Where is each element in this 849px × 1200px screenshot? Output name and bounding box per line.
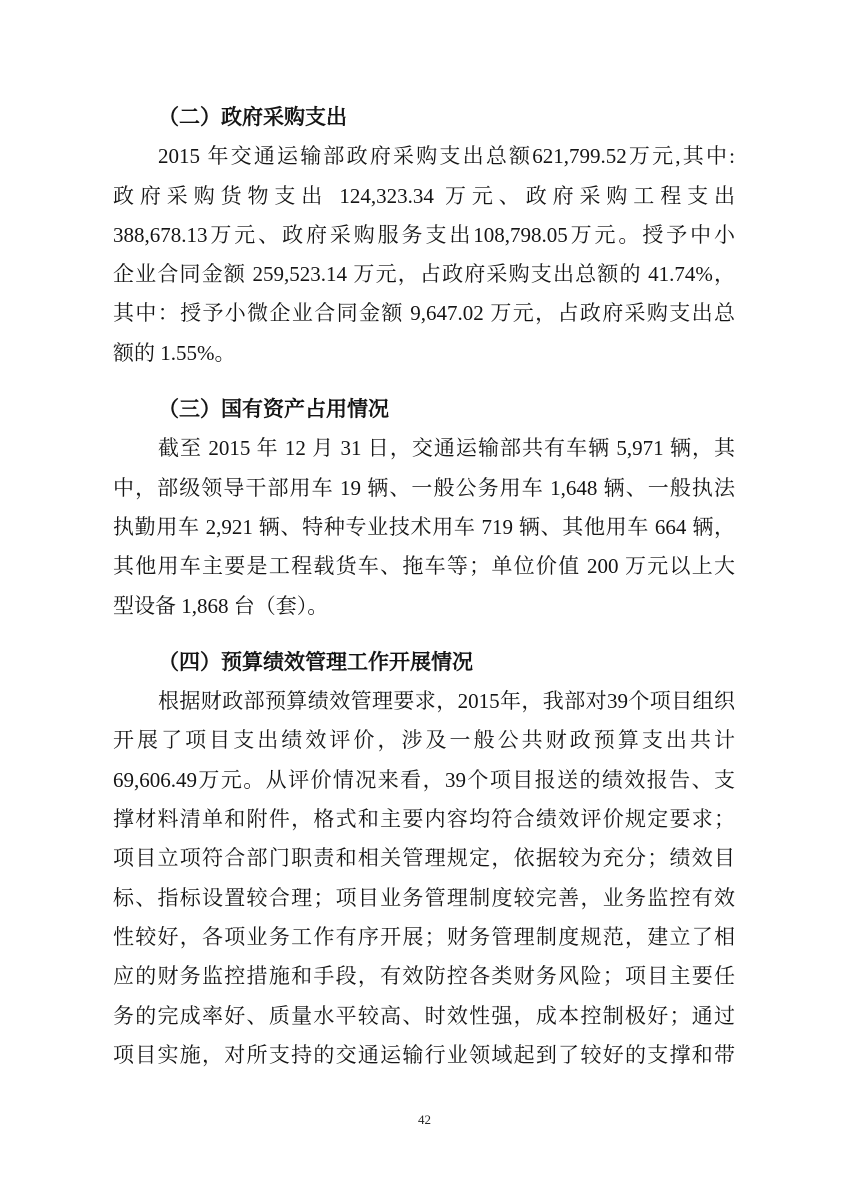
paragraph-line: 执勤用车 2,921 辆、特种专业技术用车 719 辆、其他用车 664 辆， <box>113 514 735 539</box>
paragraph-line: 项目立项符合部门职责和相关管理规定，依据较为充分；绩效目 <box>113 846 735 871</box>
page-number: 42 <box>418 1112 431 1127</box>
section-performance-management <box>113 643 735 1075</box>
paragraph-line: 政府采购货物支出 124,323.34 万元、政府采购工程支出 <box>113 183 735 208</box>
paragraph-line: 务的完成率好、质量水平较高、时效性强，成本控制极好；通过 <box>113 1003 735 1028</box>
paragraph-line: 企业合同金额 259,523.14 万元，占政府采购支出总额的 41.74%， <box>113 262 735 287</box>
paragraph-line: 2015 年交通运输部政府采购支出总额621,799.52万元,其中: <box>158 144 735 169</box>
paragraph-line: 开展了项目支出绩效评价，涉及一般公共财政预算支出共计 <box>113 728 735 753</box>
paragraph-line: 69,606.49万元。从评价情况来看，39个项目报送的绩效报告、支 <box>113 767 735 792</box>
paragraph-line: 应的财务监控措施和手段，有效防控各类财务风险；项目主要任 <box>113 964 735 989</box>
section-heading: （二）政府采购支出 <box>158 105 347 129</box>
paragraph-line: 性较好，各项业务工作有序开展；财务管理制度规范，建立了相 <box>113 924 735 949</box>
paragraph-line: 标、指标设置较合理；项目业务管理制度较完善，业务监控有效 <box>113 885 735 910</box>
section-government-procurement <box>113 98 735 373</box>
paragraph-line: 根据财政部预算绩效管理要求，2015年，我部对39个项目组织 <box>158 689 735 714</box>
document-body <box>113 98 735 1075</box>
paragraph-line: 型设备 1,868 台（套）。 <box>113 593 329 618</box>
paragraph-line: 其中：授予小微企业合同金额 9,647.02 万元，占政府采购支出总 <box>113 301 735 326</box>
section-state-assets <box>113 390 735 626</box>
paragraph-line: 额的 1.55%。 <box>113 340 236 365</box>
paragraph-line: 截至 2015 年 12 月 31 日，交通运输部共有车辆 5,971 辆，其 <box>158 436 735 461</box>
paragraph-line: 项目实施，对所支持的交通运输行业领域起到了较好的支撑和带 <box>113 1042 735 1067</box>
section-heading: （四）预算绩效管理工作开展情况 <box>158 649 473 674</box>
paragraph-line: 中，部级领导干部用车 19 辆、一般公务用车 1,648 辆、一般执法 <box>113 475 735 500</box>
paragraph-line: 388,678.13万元、政府采购服务支出108,798.05万元。授予中小 <box>113 222 735 247</box>
section-heading: （三）国有资产占用情况 <box>158 397 389 422</box>
paragraph-line: 其他用车主要是工程载货车、拖车等；单位价值 200 万元以上大 <box>113 554 735 579</box>
paragraph-line: 撑材料清单和附件，格式和主要内容均符合绩效评价规定要求； <box>113 807 735 832</box>
